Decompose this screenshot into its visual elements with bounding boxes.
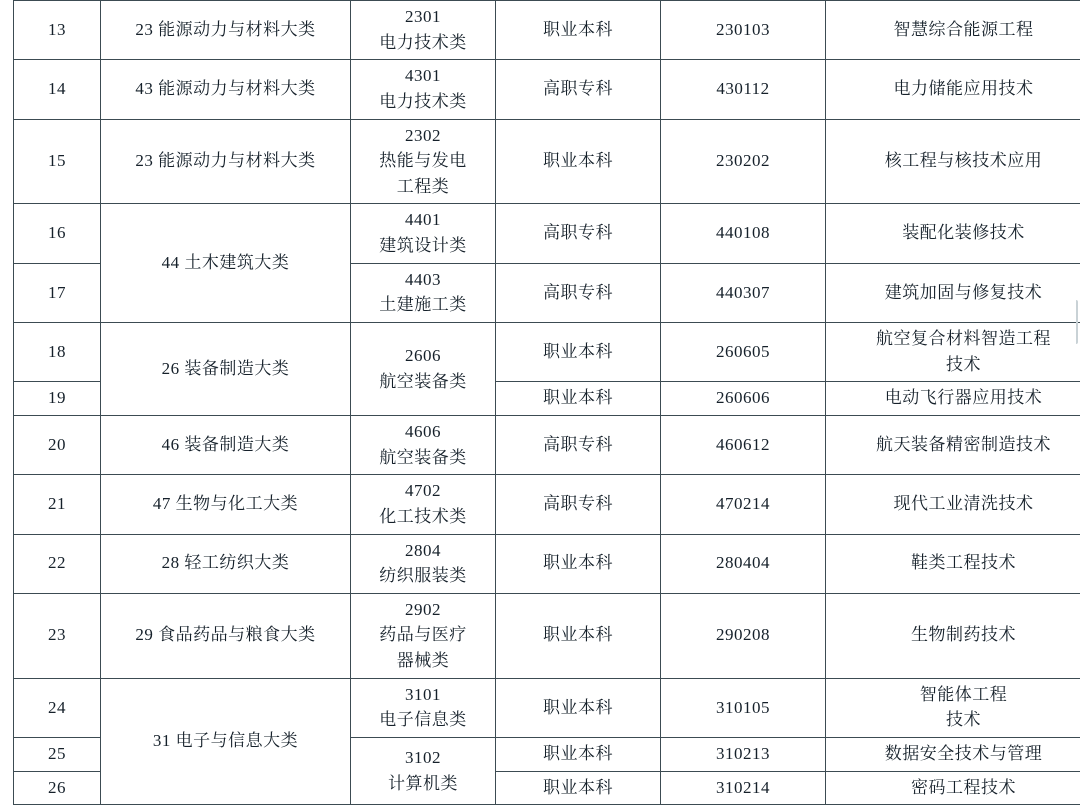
- cell-major-class-line: 4702: [353, 479, 493, 504]
- cell-major-code: 310213: [661, 738, 826, 772]
- cell-index: 24: [14, 678, 101, 737]
- cell-major-group: [101, 119, 351, 204]
- cell-index: 17: [14, 263, 101, 322]
- cell-major-class-lines: [353, 746, 493, 796]
- cell-index: 18: [14, 323, 101, 382]
- cell-index: 23: [14, 593, 101, 678]
- cell-major-name-line: 数据安全技术与管理: [828, 742, 1080, 767]
- cell-major-class: [351, 323, 496, 416]
- cell-major-name-line: 鞋类工程技术: [828, 551, 1080, 576]
- cell-major-name: [826, 382, 1080, 416]
- cell-major-name-line: 建筑加固与修复技术: [828, 281, 1080, 306]
- cell-major-class-line: 电力技术类: [353, 90, 493, 115]
- cell-major-name: [826, 204, 1080, 263]
- cell-major-name-line: 电力储能应用技术: [828, 77, 1080, 102]
- cell-major-code: 470214: [661, 475, 826, 534]
- cell-major-class-line: 4401: [353, 208, 493, 233]
- cell-major-group: [101, 323, 351, 416]
- cell-major-code: 230103: [661, 1, 826, 60]
- cell-major-name-lines: [828, 683, 1080, 733]
- cell-major-code: 440108: [661, 204, 826, 263]
- cell-major-group: [101, 678, 351, 805]
- cell-major-group-lines: [103, 551, 348, 576]
- cell-major-name-line: 现代工业清洗技术: [828, 492, 1080, 517]
- cell-major-name-lines: [828, 433, 1080, 458]
- cell-major-name-lines: [828, 492, 1080, 517]
- table-row: [14, 119, 1080, 204]
- cell-level: 职业本科: [496, 678, 661, 737]
- cell-major-class: [351, 204, 496, 263]
- cell-major-group-line: 28 轻工纺织大类: [103, 551, 348, 576]
- cell-major-group-lines: [103, 623, 348, 648]
- cell-level: 职业本科: [496, 534, 661, 593]
- table-row: [14, 678, 1080, 737]
- cell-major-class: [351, 738, 496, 805]
- cell-major-group: [101, 415, 351, 474]
- cell-major-name-lines: [828, 327, 1080, 377]
- cell-major-name-line: 生物制药技术: [828, 623, 1080, 648]
- cell-major-name: [826, 475, 1080, 534]
- cell-index: 19: [14, 382, 101, 416]
- cell-major-group-line: 31 电子与信息大类: [103, 729, 348, 754]
- cell-major-class-lines: [353, 683, 493, 733]
- cell-level: 职业本科: [496, 323, 661, 382]
- cell-major-code: 230202: [661, 119, 826, 204]
- cell-major-code: 310105: [661, 678, 826, 737]
- cell-major-group-lines: [103, 433, 348, 458]
- cell-major-class-lines: [353, 5, 493, 55]
- cell-major-group-lines: [103, 729, 348, 754]
- cell-major-class-line: 建筑设计类: [353, 234, 493, 259]
- table-row: [14, 204, 1080, 263]
- cell-index: 22: [14, 534, 101, 593]
- cell-major-code: 440307: [661, 263, 826, 322]
- cell-major-class-line: 3101: [353, 683, 493, 708]
- cell-major-class-line: 2301: [353, 5, 493, 30]
- cell-major-class-line: 2606: [353, 344, 493, 369]
- cell-major-class: [351, 475, 496, 534]
- cell-major-group-lines: [103, 251, 348, 276]
- cell-major-name: [826, 678, 1080, 737]
- cell-index: 21: [14, 475, 101, 534]
- cell-major-class-line: 工程类: [353, 175, 493, 200]
- cell-major-name-line: 技术: [828, 708, 1080, 733]
- cell-level: 职业本科: [496, 119, 661, 204]
- cell-major-group-lines: [103, 18, 348, 43]
- cell-major-code: 310214: [661, 771, 826, 805]
- majors-table: [13, 0, 1080, 805]
- cell-major-name-line: 航空复合材料智造工程: [828, 327, 1080, 352]
- cell-level: 高职专科: [496, 475, 661, 534]
- cell-major-name-lines: [828, 551, 1080, 576]
- cell-major-group-lines: [103, 77, 348, 102]
- cell-major-class-line: 2804: [353, 539, 493, 564]
- cell-major-name: [826, 1, 1080, 60]
- cell-major-name-lines: [828, 742, 1080, 767]
- cell-major-class: [351, 119, 496, 204]
- cell-major-class-lines: [353, 344, 493, 394]
- cell-major-name: [826, 415, 1080, 474]
- cell-major-class-lines: [353, 479, 493, 529]
- cell-major-class: [351, 60, 496, 119]
- cell-major-name-lines: [828, 221, 1080, 246]
- cell-index: 20: [14, 415, 101, 474]
- cell-major-group-line: 47 生物与化工大类: [103, 492, 348, 517]
- cell-major-name-lines: [828, 776, 1080, 801]
- cell-index: 14: [14, 60, 101, 119]
- cell-major-class-line: 器械类: [353, 649, 493, 674]
- cell-major-name-line: 航天装备精密制造技术: [828, 433, 1080, 458]
- cell-major-name-line: 核工程与核技术应用: [828, 149, 1080, 174]
- cell-major-name-line: 技术: [828, 353, 1080, 378]
- cell-level: 职业本科: [496, 382, 661, 416]
- cell-major-code: 290208: [661, 593, 826, 678]
- cell-major-name: [826, 738, 1080, 772]
- table-row: [14, 60, 1080, 119]
- table-row: [14, 593, 1080, 678]
- cell-index: 16: [14, 204, 101, 263]
- cell-index: 13: [14, 1, 101, 60]
- table-row: [14, 415, 1080, 474]
- table-row: [14, 323, 1080, 382]
- cell-major-name: [826, 263, 1080, 322]
- cell-major-name-lines: [828, 18, 1080, 43]
- cell-major-group-lines: [103, 357, 348, 382]
- cell-major-name: [826, 60, 1080, 119]
- cell-major-group-line: 26 装备制造大类: [103, 357, 348, 382]
- cell-level: 职业本科: [496, 738, 661, 772]
- cell-major-group-line: 44 土木建筑大类: [103, 251, 348, 276]
- cell-index: 15: [14, 119, 101, 204]
- majors-table-body: [14, 1, 1080, 805]
- cell-major-class-lines: [353, 208, 493, 258]
- cell-major-group: [101, 593, 351, 678]
- cell-major-code: 280404: [661, 534, 826, 593]
- page-edge-artifact: [1070, 300, 1078, 344]
- cell-major-class-line: 4301: [353, 64, 493, 89]
- cell-major-class-lines: [353, 598, 493, 674]
- cell-major-name-line: 电动飞行器应用技术: [828, 386, 1080, 411]
- cell-major-code: 460612: [661, 415, 826, 474]
- cell-major-name: [826, 593, 1080, 678]
- cell-index: 25: [14, 738, 101, 772]
- cell-major-name: [826, 534, 1080, 593]
- cell-major-class-line: 电子信息类: [353, 708, 493, 733]
- cell-major-class-lines: [353, 64, 493, 114]
- cell-major-group: [101, 60, 351, 119]
- cell-major-class: [351, 1, 496, 60]
- cell-major-group-line: 43 能源动力与材料大类: [103, 77, 348, 102]
- cell-index: 26: [14, 771, 101, 805]
- cell-major-class-line: 2902: [353, 598, 493, 623]
- table-row: [14, 534, 1080, 593]
- cell-major-name-lines: [828, 149, 1080, 174]
- cell-major-class-line: 4606: [353, 420, 493, 445]
- cell-major-name: [826, 771, 1080, 805]
- cell-major-class: [351, 263, 496, 322]
- cell-major-class-line: 药品与医疗: [353, 623, 493, 648]
- table-row: [14, 475, 1080, 534]
- cell-major-class-lines: [353, 420, 493, 470]
- cell-major-class-line: 航空装备类: [353, 370, 493, 395]
- cell-major-class-line: 土建施工类: [353, 293, 493, 318]
- table-row: [14, 1, 1080, 60]
- cell-major-class-line: 电力技术类: [353, 31, 493, 56]
- cell-major-name-lines: [828, 77, 1080, 102]
- cell-major-name: [826, 119, 1080, 204]
- cell-major-name: [826, 323, 1080, 382]
- cell-major-code: 260605: [661, 323, 826, 382]
- cell-major-class-line: 航空装备类: [353, 446, 493, 471]
- cell-major-group: [101, 534, 351, 593]
- cell-level: 高职专科: [496, 263, 661, 322]
- cell-major-group: [101, 204, 351, 323]
- cell-major-class-lines: [353, 268, 493, 318]
- cell-major-class-line: 4403: [353, 268, 493, 293]
- cell-major-group: [101, 475, 351, 534]
- cell-major-group-line: 29 食品药品与粮食大类: [103, 623, 348, 648]
- cell-major-class: [351, 534, 496, 593]
- cell-major-class-line: 化工技术类: [353, 505, 493, 530]
- cell-level: 职业本科: [496, 1, 661, 60]
- cell-major-class-lines: [353, 124, 493, 200]
- cell-major-group-line: 46 装备制造大类: [103, 433, 348, 458]
- cell-major-name-lines: [828, 623, 1080, 648]
- cell-major-class-line: 热能与发电: [353, 149, 493, 174]
- cell-major-class: [351, 415, 496, 474]
- cell-major-name-lines: [828, 386, 1080, 411]
- cell-major-group-lines: [103, 149, 348, 174]
- cell-major-name-line: 装配化装修技术: [828, 221, 1080, 246]
- cell-major-code: 430112: [661, 60, 826, 119]
- cell-major-name-line: 密码工程技术: [828, 776, 1080, 801]
- cell-major-class-line: 2302: [353, 124, 493, 149]
- cell-level: 职业本科: [496, 593, 661, 678]
- cell-major-class: [351, 678, 496, 737]
- cell-level: 职业本科: [496, 771, 661, 805]
- cell-major-name-line: 智能体工程: [828, 683, 1080, 708]
- cell-major-name-lines: [828, 281, 1080, 306]
- cell-major-class: [351, 593, 496, 678]
- cell-major-group-line: 23 能源动力与材料大类: [103, 18, 348, 43]
- cell-major-group-lines: [103, 492, 348, 517]
- cell-major-name-line: 智慧综合能源工程: [828, 18, 1080, 43]
- cell-major-class-line: 计算机类: [353, 772, 493, 797]
- cell-major-class-line: 纺织服装类: [353, 564, 493, 589]
- cell-level: 高职专科: [496, 415, 661, 474]
- cell-level: 高职专科: [496, 60, 661, 119]
- cell-major-code: 260606: [661, 382, 826, 416]
- cell-major-group-line: 23 能源动力与材料大类: [103, 149, 348, 174]
- cell-level: 高职专科: [496, 204, 661, 263]
- cell-major-class-line: 3102: [353, 746, 493, 771]
- cell-major-group: [101, 1, 351, 60]
- cell-major-class-lines: [353, 539, 493, 589]
